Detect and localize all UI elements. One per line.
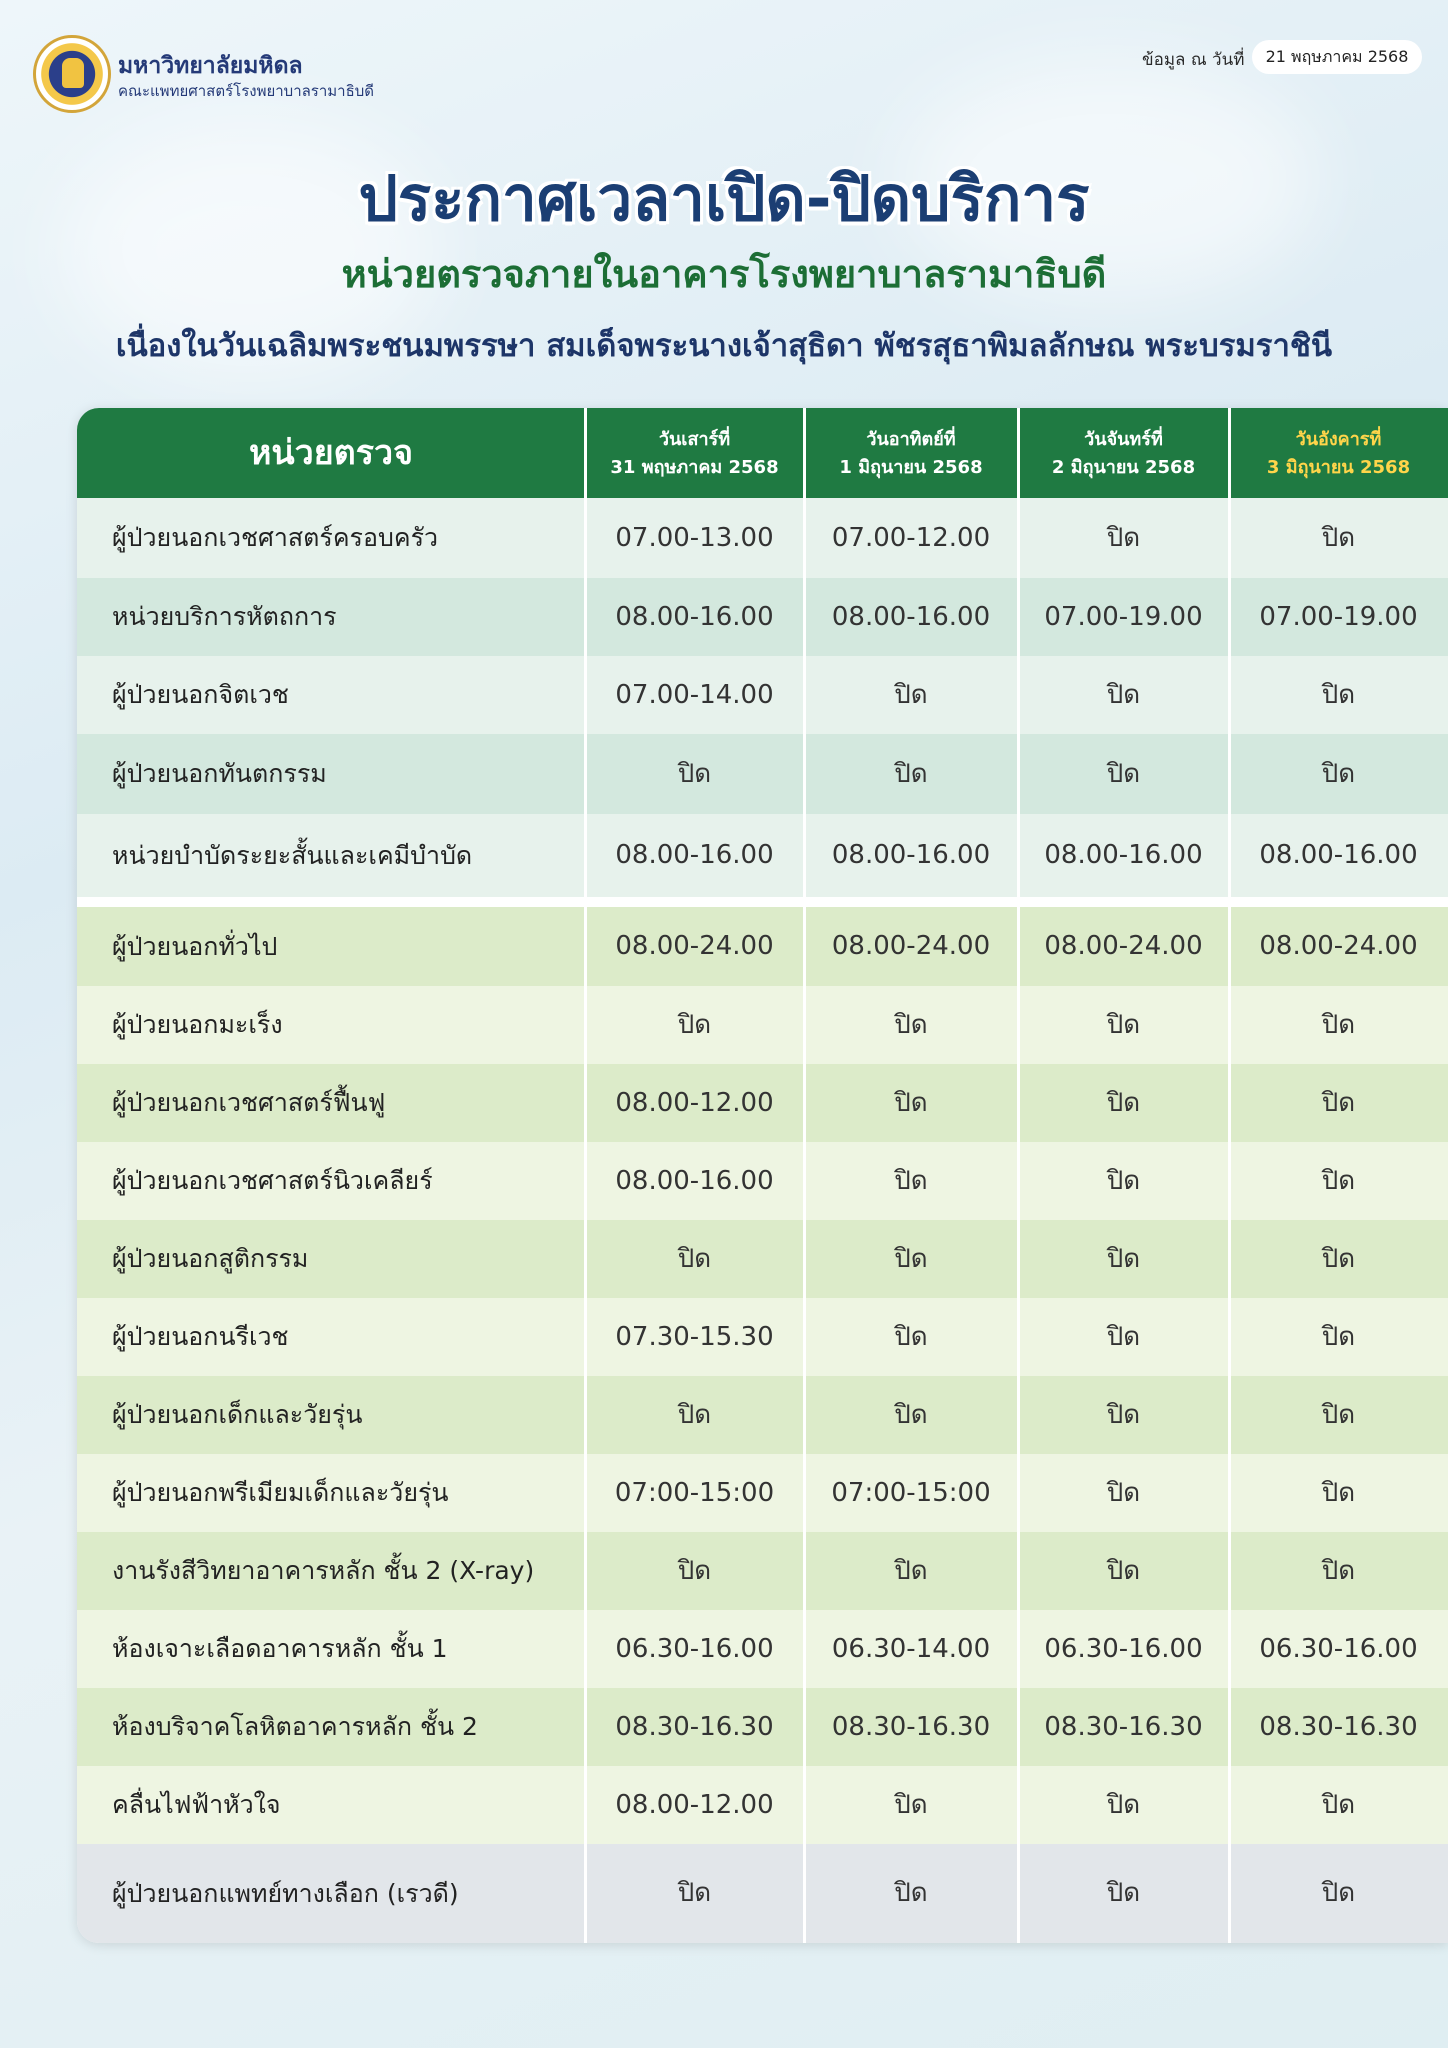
unit-name: ผู้ป่วยนอกทันตกรรม <box>112 759 327 788</box>
hours-cell: ปิด <box>1321 1010 1356 1040</box>
hours-cell: 08.00-16.00 <box>615 1166 774 1196</box>
hours-cell: ปิด <box>1321 1478 1356 1508</box>
hours-cell: ปิด <box>1321 1322 1356 1352</box>
column-date: 1 มิถุนายน 2568 <box>839 457 983 478</box>
hours-cell: ปิด <box>1106 1322 1141 1352</box>
table-row <box>77 1376 1448 1454</box>
unit-name: ผู้ป่วยนอกเวชศาสตร์ครอบครัว <box>112 523 439 552</box>
table-row <box>77 1688 1448 1766</box>
table-header <box>77 408 1448 498</box>
hours-cell: ปิด <box>894 680 928 710</box>
hours-cell: ปิด <box>677 1556 712 1586</box>
hours-cell: 08.00-16.00 <box>831 602 991 632</box>
hours-cell: ปิด <box>1321 1244 1356 1274</box>
unit-column-header: หน่วยตรวจ <box>248 433 414 473</box>
hours-cell: 07.00-12.00 <box>831 523 991 553</box>
unit-name: ผู้ป่วยนอกพรีเมียมเด็กและวัยรุ่น <box>112 1478 449 1507</box>
table-row <box>77 734 1448 814</box>
column-day: วันจันทร์ที่ <box>1084 429 1163 450</box>
hours-cell: ปิด <box>894 1244 928 1274</box>
unit-name: ผู้ป่วยนอกมะเร็ง <box>112 1010 283 1039</box>
unit-name: ผู้ป่วยนอกเวชศาสตร์ฟื้นฟู <box>112 1088 386 1117</box>
hours-cell: 07.00-19.00 <box>1259 602 1418 632</box>
table-row <box>77 656 1448 734</box>
hours-cell: 06.30-16.00 <box>1044 1634 1203 1664</box>
hours-cell: ปิด <box>1106 1010 1141 1040</box>
hours-cell: 08.00-16.00 <box>1259 840 1418 870</box>
day-column-header <box>585 408 804 498</box>
table-row <box>77 814 1448 897</box>
hours-cell: ปิด <box>677 1400 712 1430</box>
table-row <box>77 1454 1448 1532</box>
hours-cell: ปิด <box>677 759 712 789</box>
day-column-header <box>804 408 1018 498</box>
hours-cell: ปิด <box>1106 759 1141 789</box>
unit-name: ผู้ป่วยนอกจิตเวช <box>112 680 289 709</box>
hours-cell: ปิด <box>1106 680 1141 710</box>
unit-name: ผู้ป่วยนอกนรีเวช <box>112 1322 289 1351</box>
hours-cell: ปิด <box>894 1556 928 1586</box>
hours-cell: ปิด <box>677 1010 712 1040</box>
table-row <box>77 1766 1448 1844</box>
hours-cell: 08.00-12.00 <box>615 1088 774 1118</box>
unit-name: หน่วยบำบัดระยะสั้นและเคมีบำบัด <box>112 841 473 870</box>
unit-name: คลื่นไฟฟ้าหัวใจ <box>112 1790 281 1819</box>
hours-cell: 07.00-19.00 <box>1044 602 1203 632</box>
hours-cell: 08.00-16.00 <box>615 602 774 632</box>
column-day: วันเสาร์ที่ <box>658 429 731 450</box>
column-divider <box>584 408 587 1943</box>
unit-name: หน่วยบริการหัตถการ <box>112 602 337 631</box>
hours-cell: ปิด <box>1321 1088 1356 1118</box>
hours-cell: 08.00-24.00 <box>831 931 991 961</box>
column-divider <box>803 408 806 1943</box>
column-day: วันอังคารที่ <box>1295 429 1382 450</box>
hours-cell: 08.00-16.00 <box>615 840 774 870</box>
occasion-tagline: เนื่องในวันเฉลิมพระชนมพรรษา สมเด็จพระนางเจ้าสุธิดา พัชรสุธาพิมลลักษณ พระบรมราชินี <box>115 328 1333 364</box>
column-day: วันอาทิตย์ที่ <box>866 429 956 450</box>
hours-cell: ปิด <box>1321 680 1356 710</box>
hours-cell: 08.00-12.00 <box>615 1790 774 1820</box>
table-row <box>77 1142 1448 1220</box>
schedule-table <box>77 408 1448 1943</box>
hours-cell: ปิด <box>1106 1790 1141 1820</box>
hours-cell: ปิด <box>1106 1166 1141 1196</box>
hours-cell: 08.30-16.30 <box>831 1712 991 1742</box>
hours-cell: ปิด <box>1106 1556 1141 1586</box>
hours-cell: ปิด <box>1106 523 1141 553</box>
hours-cell: ปิด <box>1321 1790 1356 1820</box>
hours-cell: ปิด <box>1321 1556 1356 1586</box>
table-row <box>77 1532 1448 1610</box>
table-row <box>77 1064 1448 1142</box>
column-date: 2 มิถุนายน 2568 <box>1051 457 1196 478</box>
hours-cell: 07:00-15:00 <box>831 1478 991 1508</box>
hours-cell: ปิด <box>894 1400 928 1430</box>
table-row <box>77 1220 1448 1298</box>
hours-cell: 06.30-16.00 <box>615 1634 774 1664</box>
page-subtitle: หน่วยตรวจภายในอาคารโรงพยาบาลรามาธิบดี <box>341 252 1107 296</box>
hours-cell: ปิด <box>677 1244 712 1274</box>
hours-cell: ปิด <box>894 759 928 789</box>
hours-cell: 08.30-16.30 <box>1044 1712 1203 1742</box>
unit-name: ผู้ป่วยนอกเวชศาสตร์นิวเคลียร์ <box>112 1166 433 1195</box>
table-row <box>77 986 1448 1064</box>
column-date: 3 มิถุนายน 2568 <box>1266 457 1411 478</box>
hours-cell: ปิด <box>1106 1878 1141 1908</box>
org-subname: คณะแพทยศาสตร์โรงพยาบาลรามาธิบดี <box>118 82 375 100</box>
hours-cell: ปิด <box>1321 523 1356 553</box>
unit-name: ผู้ป่วยนอกทั่วไป <box>112 932 278 961</box>
table-row <box>77 907 1448 986</box>
column-date: 31 พฤษภาคม 2568 <box>610 457 779 478</box>
table-row <box>77 1844 1448 1943</box>
unit-name: ผู้ป่วยนอกเด็กและวัยรุ่น <box>112 1400 363 1429</box>
hours-cell: ปิด <box>1106 1088 1141 1118</box>
as-of-label: ข้อมูล ณ วันที่ <box>1142 50 1245 70</box>
hours-cell: ปิด <box>894 1088 928 1118</box>
hours-cell: 07.00-13.00 <box>615 523 774 553</box>
hours-cell: 08.00-24.00 <box>1044 931 1203 961</box>
unit-name: งานรังสีวิทยาอาคารหลัก ชั้น 2 (X-ray) <box>112 1556 535 1585</box>
day-column-header <box>1018 408 1229 498</box>
org-name: มหาวิทยาลัยมหิดล <box>118 53 303 79</box>
hours-cell: ปิด <box>1106 1400 1141 1430</box>
hours-cell: ปิด <box>1106 1244 1141 1274</box>
hours-cell: 08.00-16.00 <box>831 840 991 870</box>
unit-name: ผู้ป่วยนอกแพทย์ทางเลือก (เรวดี) <box>112 1879 459 1908</box>
column-divider <box>1228 408 1231 1943</box>
hours-cell: ปิด <box>894 1322 928 1352</box>
hours-cell: ปิด <box>894 1010 928 1040</box>
hours-cell: ปิด <box>894 1878 928 1908</box>
hours-cell: 06.30-16.00 <box>1259 1634 1418 1664</box>
table-row <box>77 1610 1448 1688</box>
hours-cell: ปิด <box>894 1790 928 1820</box>
hours-cell: 08.30-16.30 <box>1259 1712 1418 1742</box>
column-divider <box>1017 408 1020 1943</box>
hours-cell: ปิด <box>894 1166 928 1196</box>
hours-cell: ปิด <box>677 1878 712 1908</box>
section-divider <box>77 897 1448 907</box>
hours-cell: 08.30-16.30 <box>615 1712 774 1742</box>
hours-cell: ปิด <box>1321 1166 1356 1196</box>
mahidol-seal-logo <box>33 35 111 113</box>
hours-cell: 07.30-15.30 <box>615 1322 774 1352</box>
table-row <box>77 578 1448 656</box>
hours-cell: 08.00-24.00 <box>615 931 774 961</box>
unit-name: ห้องเจาะเลือดอาคารหลัก ชั้น 1 <box>112 1634 448 1663</box>
unit-name: ผู้ป่วยนอกสูติกรรม <box>112 1244 309 1273</box>
hours-cell: ปิด <box>1321 1400 1356 1430</box>
hours-cell: 06.30-14.00 <box>831 1634 991 1664</box>
hours-cell: ปิด <box>1321 759 1356 789</box>
table-row <box>77 1298 1448 1376</box>
unit-name: ห้องบริจาคโลหิตอาคารหลัก ชั้น 2 <box>112 1712 478 1741</box>
table-row <box>77 498 1448 578</box>
hours-cell: ปิด <box>1106 1478 1141 1508</box>
hours-cell: ปิด <box>1321 1878 1356 1908</box>
day-column-header-highlight <box>1229 408 1448 498</box>
hours-cell: 07.00-14.00 <box>615 680 774 710</box>
hours-cell: 07:00-15:00 <box>614 1478 775 1508</box>
as-of-date: 21 พฤษภาคม 2568 <box>1252 40 1422 74</box>
page-title: ประกาศเวลาเปิด-ปิดบริการ <box>358 162 1090 235</box>
hours-cell: 08.00-24.00 <box>1259 931 1418 961</box>
hours-cell: 08.00-16.00 <box>1044 840 1203 870</box>
